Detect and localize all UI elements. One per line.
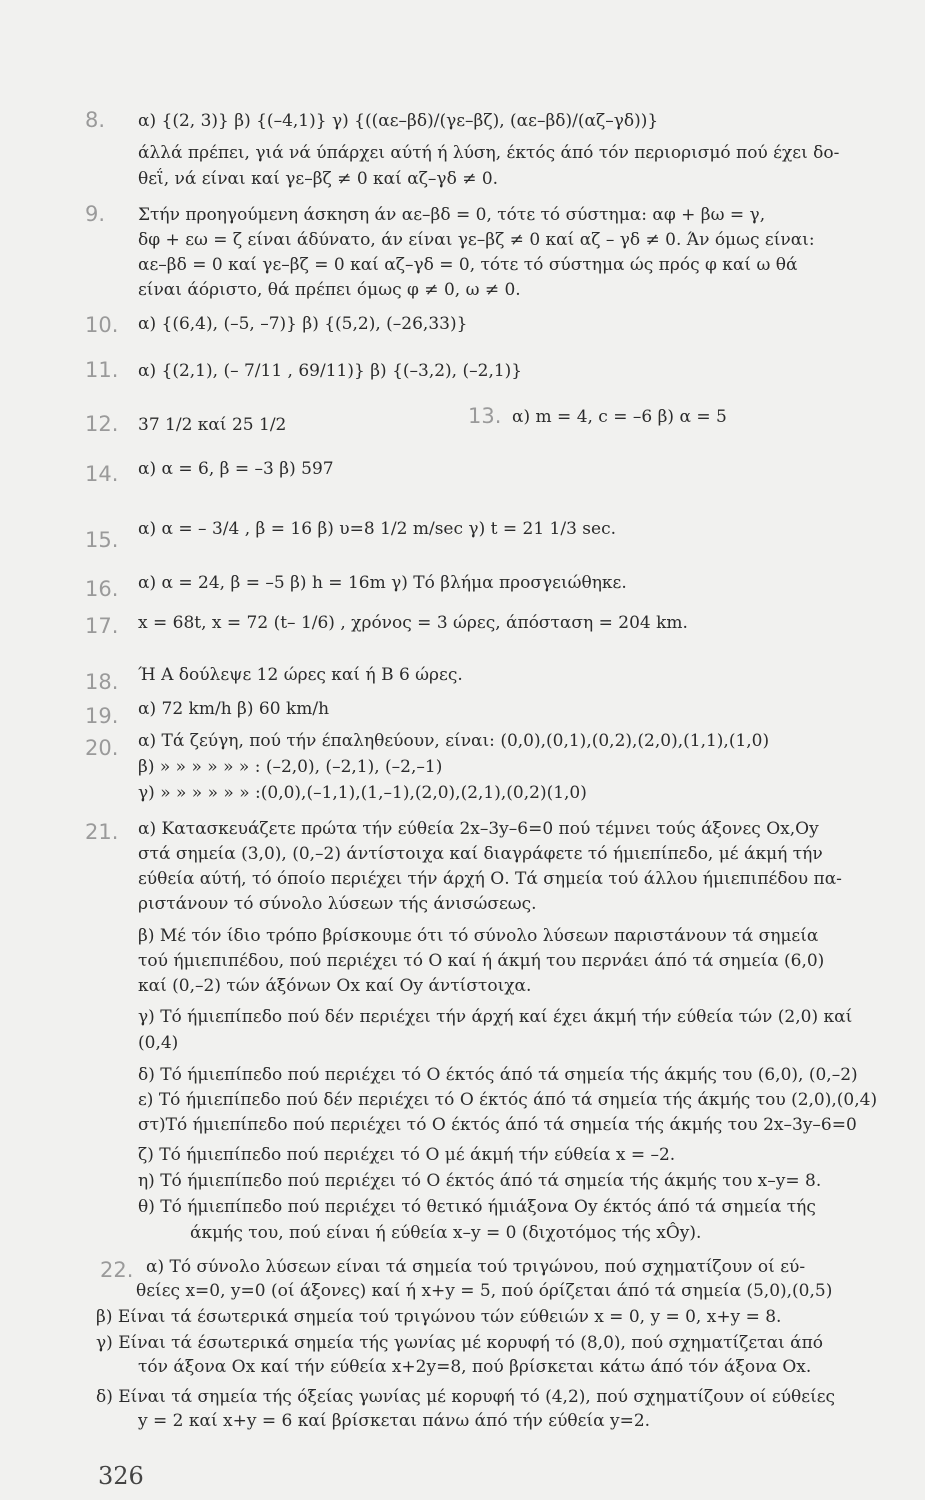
answer-line: ζ) Τό ήμιεπίπεδο πού περιέχει τό Ο μέ άκμή τήν εύθεία x = –2. — [138, 1145, 676, 1165]
answer-line: x = 68t, x = 72 (t– 1/6) , χρόνος = 3 ώρες, άπόσταση = 204 km. — [138, 613, 688, 633]
answer-line: ε) Τό ήμιεπίπεδο πού δέν περιέχει τό Ο έκτός άπό τά σημεία τής άκμής του (2,0),(0,4) — [138, 1090, 878, 1110]
item-number: 17. — [85, 614, 119, 638]
answer-line: α) α = 6, β = –3 β) 597 — [138, 459, 334, 479]
answer-line: είναι άόριστο, θά πρέπει όμως φ ≠ 0, ω ≠ 0. — [138, 280, 521, 300]
item-number: 21. — [85, 820, 119, 844]
answer-line: y = 2 καί x+y = 6 καί βρίσκεται πάνω άπό τήν εύθεία y=2. — [138, 1411, 651, 1431]
item-number: 13. — [468, 404, 502, 428]
answer-line: 37 1/2 καί 25 1/2 — [138, 415, 287, 435]
answer-line: τόν άξονα Ox καί τήν εύθεία x+2y=8, πού βρίσκεται κάτω άπό τόν άξονα Ox. — [138, 1357, 812, 1377]
answer-line: β) Είναι τά έσωτερικά σημεία τού τριγώνου τών εύθειών x = 0, y = 0, x+y = 8. — [96, 1307, 782, 1327]
item-number: 16. — [85, 577, 119, 601]
answer-line: δ) Είναι τά σημεία τής όξείας γωνίας μέ κορυφή τό (4,2), πού σχηματίζουν οί εύθείες — [96, 1387, 836, 1407]
answer-line: δφ + εω = ζ είναι άδύνατο, άν είναι γε–βζ ≠ 0 καί αζ – γδ ≠ 0. Άν όμως είναι: — [138, 230, 815, 250]
item-number: 18. — [85, 670, 119, 694]
answer-line: στά σημεία (3,0), (0,–2) άντίστοιχα καί διαγράφετε τό ήμιεπίπεδο, μέ άκμή τήν — [138, 844, 823, 864]
item-number: 9. — [85, 202, 106, 226]
answer-line: α) {(2,1), (– 7/11 , 69/11)} β) {(–3,2), (–2,1)} — [138, 361, 523, 381]
answer-line: γ) » » » » » » :(0,0),(–1,1),(1,–1),(2,0),(2,1),(0,2)(1,0) — [138, 783, 587, 803]
answer-line: θ) Τό ήμιεπίπεδο πού περιέχει τό θετικό ήμιάξονα Oy έκτός άπό τά σημεία τής — [138, 1197, 816, 1217]
answer-line: εύθεία αύτή, τό όποίο περιέχει τήν άρχή Ο. Τά σημεία τού άλλου ήμιεπιπέδου πα- — [138, 869, 842, 889]
answer-line: (0,4) — [138, 1033, 179, 1053]
item-number: 10. — [85, 313, 119, 337]
answer-line: α) α = 24, β = –5 β) h = 16m γ) Τό βλήμα προσγειώθηκε. — [138, 573, 627, 593]
item-number: 19. — [85, 704, 119, 728]
answer-line: καί (0,–2) τών άξόνων Ox καί Oy άντίστοιχα. — [138, 976, 532, 996]
item-number: 22. — [100, 1258, 134, 1282]
answer-line: α) Τό σύνολο λύσεων είναι τά σημεία τού τριγώνου, πού σχηματίζουν οί εύ- — [146, 1257, 806, 1277]
item-number: 11. — [85, 358, 119, 382]
answer-line: α) m = 4, c = –6 β) α = 5 — [512, 407, 727, 427]
answer-line: άλλά πρέπει, γιά νά ύπάρχει αύτή ή λύση, έκτός άπό τόν περιορισμό πού έχει δο- — [138, 143, 840, 163]
answer-line: ριστάνουν τό σύνολο λύσεων τής άνισώσεως. — [138, 894, 537, 914]
answer-line: α) α = – 3/4 , β = 16 β) υ=8 1/2 m/sec γ) t = 21 1/3 sec. — [138, 519, 617, 539]
answer-line: α) Κατασκευάζετε πρώτα τήν εύθεία 2x–3y–6=0 πού τέμνει τούς άξονες Ox,Oy — [138, 819, 819, 839]
answer-line: αε–βδ = 0 καί γε–βζ = 0 καί αζ–γδ = 0, τότε τό σύστημα ώς πρός φ καί ω θά — [138, 255, 798, 275]
answer-line: β) Μέ τόν ίδιο τρόπο βρίσκουμε ότι τό σύνολο λύσεων παριστάνουν τά σημεία — [138, 926, 819, 946]
answer-line: η) Τό ήμιεπίπεδο πού περιέχει τό Ο έκτός άπό τά σημεία τής άκμής του x–y= 8. — [138, 1171, 822, 1191]
answer-line: δ) Τό ήμιεπίπεδο πού περιέχει τό Ο έκτός άπό τά σημεία τής άκμής του (6,0), (0,–2) — [138, 1065, 858, 1085]
answer-line: α) Τά ζεύγη, πού τήν έπαληθεύουν, είναι: (0,0),(0,1),(0,2),(2,0),(1,1),(1,0) — [138, 731, 770, 751]
answer-line: α) 72 km/h β) 60 km/h — [138, 699, 330, 719]
answer-line: β) » » » » » » : (–2,0), (–2,1), (–2,–1) — [138, 757, 443, 777]
answer-line: Στήν προηγούμενη άσκηση άν αε–βδ = 0, τότε τό σύστημα: αφ + βω = γ, — [138, 205, 766, 225]
answer-line: α) {(6,4), (–5, –7)} β) {(5,2), (–26,33)} — [138, 314, 468, 334]
answer-line: Ή Α δούλεψε 12 ώρες καί ή Β 6 ώρες. — [138, 665, 463, 685]
item-number: 14. — [85, 462, 119, 486]
item-number: 20. — [85, 736, 119, 760]
answer-line: θείες x=0, y=0 (οί άξονες) καί ή x+y = 5, πού όρίζεται άπό τά σημεία (5,0),(0,5) — [136, 1281, 833, 1301]
answer-line: γ) Είναι τά έσωτερικά σημεία τής γωνίας μέ κορυφή τό (8,0), πού σχηματίζεται άπό — [96, 1333, 824, 1353]
item-number: 8. — [85, 108, 106, 132]
item-number: 15. — [85, 528, 119, 552]
answer-line: άκμής του, πού είναι ή εύθεία x–y = 0 (διχοτόμος τής xÔy). — [190, 1223, 702, 1243]
item-number: 12. — [85, 412, 119, 436]
answer-line: γ) Τό ήμιεπίπεδο πού δέν περιέχει τήν άρχή καί έχει άκμή τήν εύθεία τών (2,0) καί — [138, 1007, 853, 1027]
answer-line: στ)Τό ήμιεπίπεδο πού περιέχει τό Ο έκτός άπό τά σημεία τής άκμής του 2x–3y–6=0 — [138, 1115, 857, 1135]
page-number: 326 — [98, 1462, 144, 1490]
answer-line: α) {(2, 3)} β) {(–4,1)} γ) {((αε–βδ)/(γε–βζ), (αε–βδ)/(αζ–γδ))} — [138, 111, 659, 131]
answer-line: θεΐ, νά είναι καί γε–βζ ≠ 0 καί αζ–γδ ≠ 0. — [138, 169, 499, 189]
answer-line: τού ήμιεπιπέδου, πού περιέχει τό Ο καί ή άκμή του περνάει άπό τά σημεία (6,0) — [138, 951, 825, 971]
